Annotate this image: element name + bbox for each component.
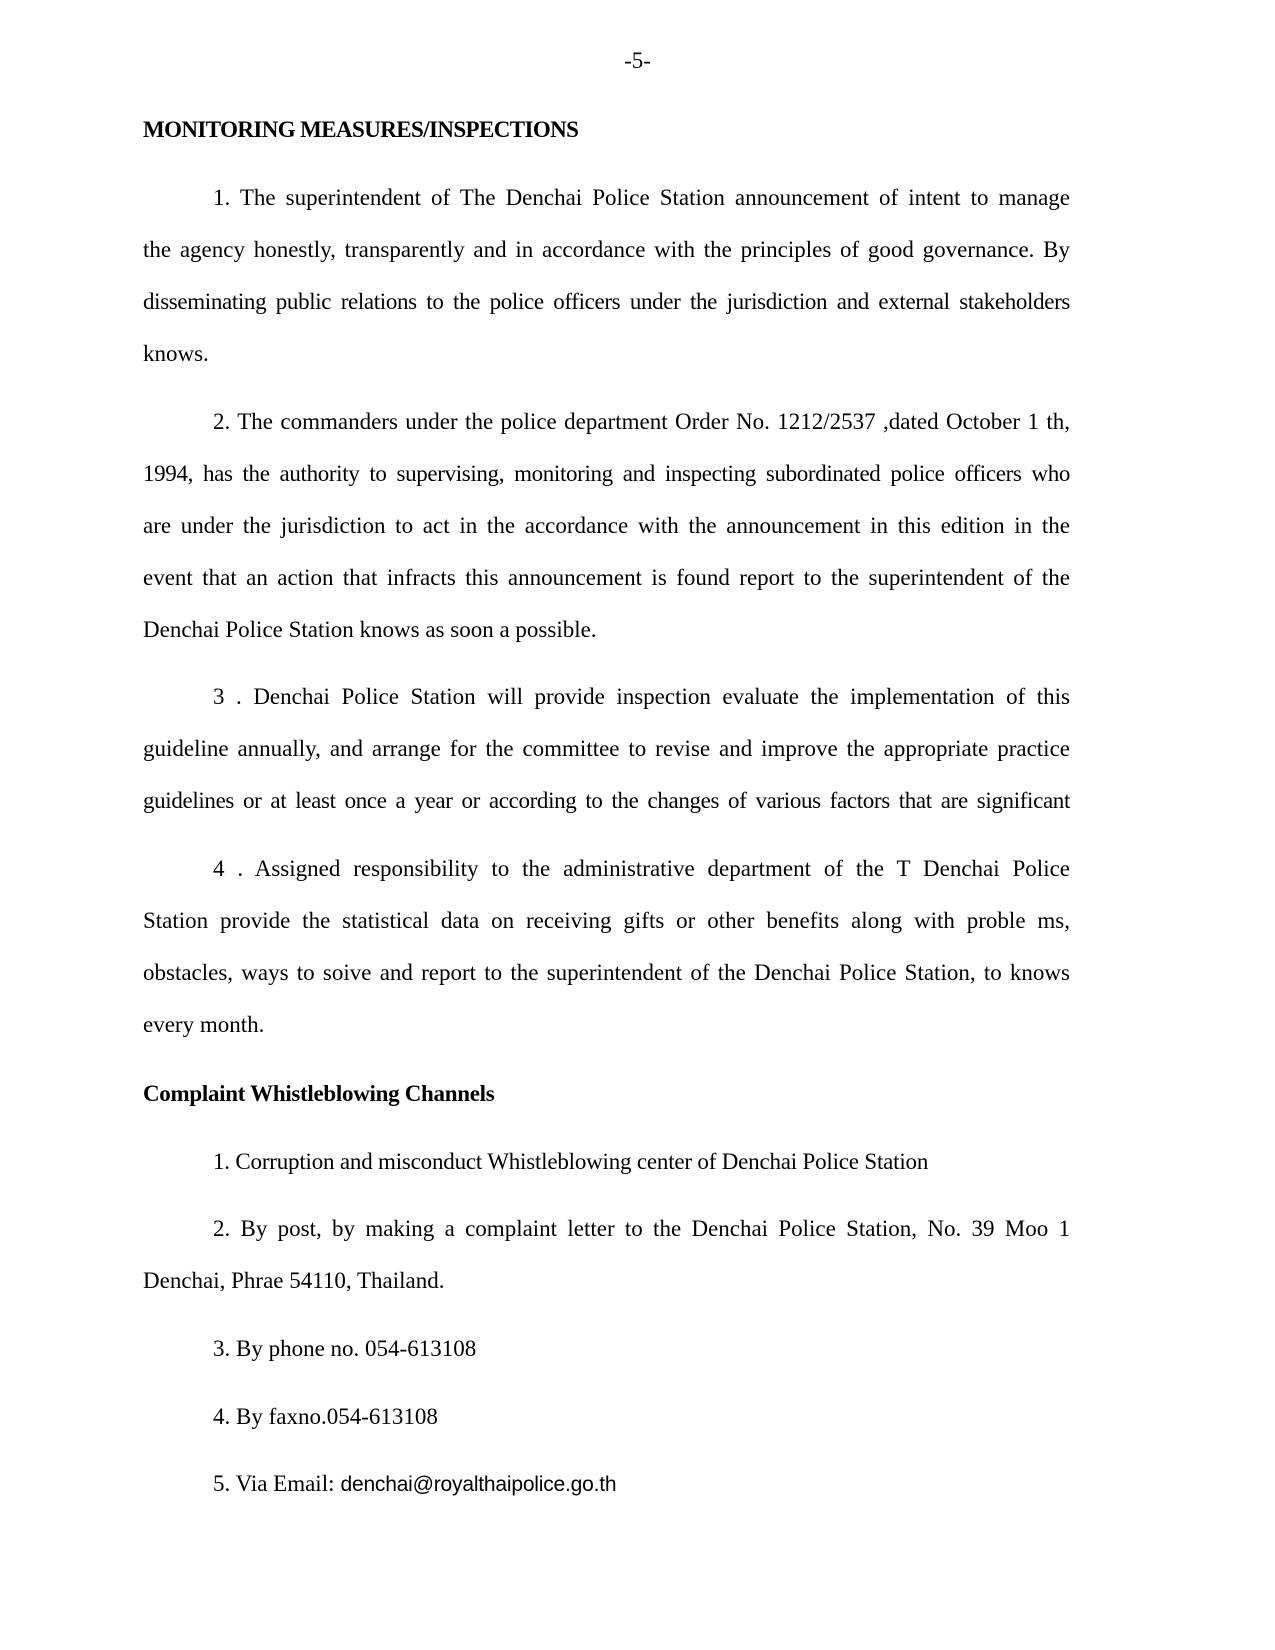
monitoring-paragraph-2 <box>143 396 1070 656</box>
paragraph-line: every month. <box>143 1012 265 1037</box>
paragraph-line: 2. The commanders under the police department Order No. 1212/2537 ,dated October 1 th, <box>213 409 1070 434</box>
channel-line: 2. By post, by making a complaint letter to the Denchai Police Station, No. 39 Moo 1 <box>213 1216 1070 1241</box>
complaint-channel-fax: 4. By faxno.054-613108 <box>213 1404 438 1429</box>
paragraph-line: 4 . Assigned responsibility to the administrative department of the T Denchai Police <box>213 856 1070 881</box>
monitoring-paragraph-1 <box>143 172 1070 380</box>
monitoring-paragraph-4 <box>143 843 1070 1051</box>
complaint-channel-whistleblowing-center: 1. Corruption and misconduct Whistleblowing center of Denchai Police Station <box>213 1149 929 1174</box>
paragraph-line: 3 . Denchai Police Station will provide inspection evaluate the implementation of this <box>213 684 1070 709</box>
paragraph-line: guideline annually, and arrange for the committee to revise and improve the appropriate practice <box>143 736 1070 761</box>
section-heading-complaint-channels: Complaint Whistleblowing Channels <box>143 1081 495 1106</box>
section-heading-monitoring: MONITORING MEASURES/INSPECTIONS <box>143 117 579 142</box>
email-address-link[interactable]: denchai@royalthaipolice.go.th <box>340 1473 617 1496</box>
channel-line: Denchai, Phrae 54110, Thailand. <box>143 1268 445 1293</box>
paragraph-line: disseminating public relations to the police officers under the jurisdiction and external stakeholders <box>143 289 1070 314</box>
paragraph-line: are under the jurisdiction to act in the accordance with the announcement in this edition in the <box>143 513 1070 538</box>
paragraph-line: the agency honestly, transparently and in accordance with the principles of good governance. By <box>143 237 1070 262</box>
paragraph-line: obstacles, ways to soive and report to the superintendent of the Denchai Police Station, to knows <box>143 960 1070 985</box>
paragraph-line: Denchai Police Station knows as soon a possible. <box>143 617 597 642</box>
paragraph-line: 1994, has the authority to supervising, monitoring and inspecting subordinated police officers who <box>143 461 1070 486</box>
paragraph-line: Station provide the statistical data on receiving gifts or other benefits along with proble ms, <box>143 908 1070 933</box>
paragraph-line: 1. The superintendent of The Denchai Police Station announcement of intent to manage <box>213 185 1070 210</box>
paragraph-line: guidelines or at least once a year or according to the changes of various factors that are significant <box>143 788 1070 813</box>
complaint-channel-phone: 3. By phone no. 054-613108 <box>213 1336 477 1361</box>
email-label: 5. Via Email: <box>213 1471 335 1496</box>
complaint-channel-post <box>143 1214 1070 1318</box>
paragraph-line: event that an action that infracts this announcement is found report to the superintendent of the <box>143 565 1070 590</box>
complaint-channel-email <box>213 1469 616 1500</box>
paragraph-line: knows. <box>143 341 209 366</box>
page-number: -5- <box>624 48 651 73</box>
monitoring-paragraph-3 <box>143 671 1070 827</box>
